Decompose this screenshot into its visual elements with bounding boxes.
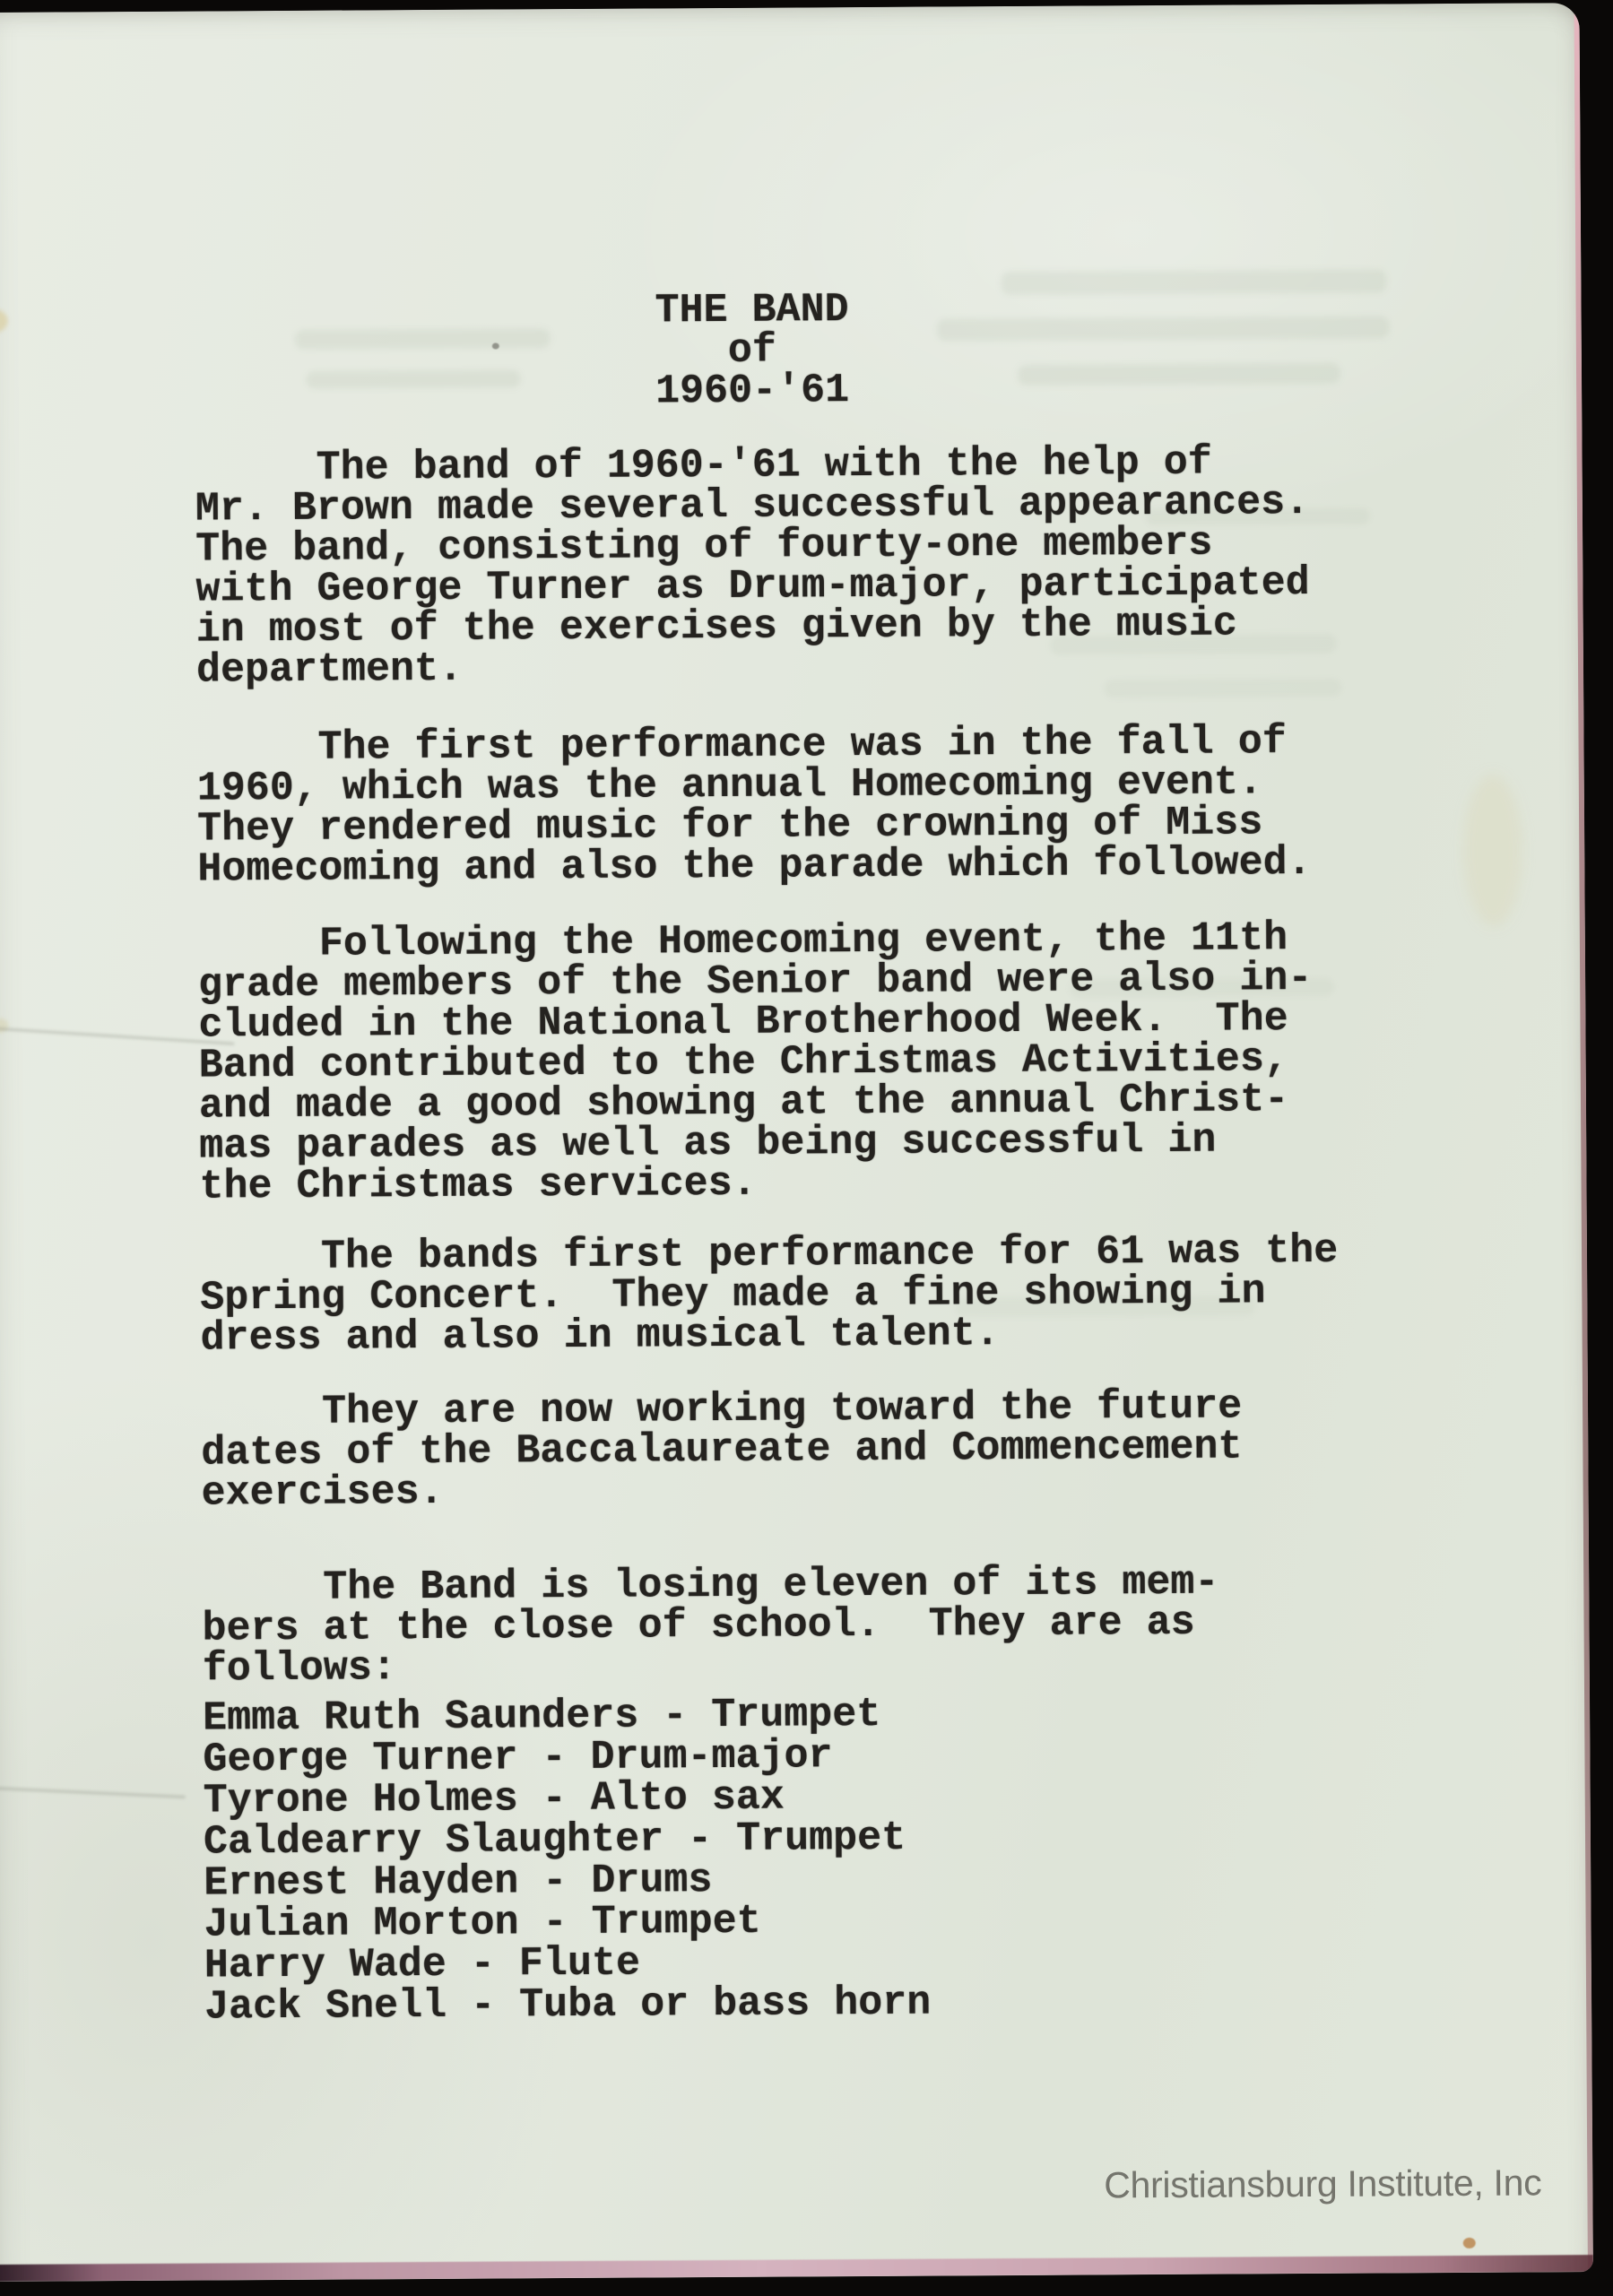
paragraph-future-dates: They are now working toward the future dates of the Baccalaureate and Commencement exercises. xyxy=(200,1383,1243,1517)
paper-crease xyxy=(0,1786,186,1798)
roster-item: Caldearry Slaughter - Trumpet xyxy=(203,1815,906,1866)
paragraph-spring-concert: The bands first performance for 61 was the Spring Concert. They made a fine showing in dress and also in musical talent. xyxy=(199,1227,1339,1362)
paper-stain xyxy=(1463,2238,1476,2248)
roster-item: Emma Ruth Saunders - Trumpet xyxy=(203,1691,881,1742)
roster-item: Julian Morton - Trumpet xyxy=(204,1898,761,1948)
paragraph-losing-members: The Band is losing eleven of its mem- bers at the close of school. They are as follows: xyxy=(202,1559,1219,1693)
band-departures-list xyxy=(203,1691,932,2031)
paragraph-band-overview: The band of 1960-'61 with the help of Mr. Brown made several successful appearances. The band, consisting of fourty-one members with George Turner as Drum-major, participated in most of the exercises given by the music department. xyxy=(195,439,1310,694)
paragraph-homecoming-christmas: Following the Homecoming event, the 11th grade members of the Senior band were also in- cluded in the National Brotherhood Week. The Band contributed to the Christmas Activities, and made a good showing at the annual Christ- mas parades as well as being successful in the Christmas services. xyxy=(197,915,1313,1210)
document-page xyxy=(0,3,1593,2282)
roster-item: Jack Snell - Tuba or bass horn xyxy=(204,1980,932,2031)
roster-item: Ernest Hayden - Drums xyxy=(204,1858,713,1907)
roster-item: Tyrone Holmes - Alto sax xyxy=(203,1774,785,1824)
paper-stain xyxy=(1463,775,1523,927)
roster-item: Harry Wade - Flute xyxy=(204,1940,641,1989)
roster-item: George Turner - Drum-major xyxy=(203,1733,833,1783)
bleedthrough-smudge xyxy=(1001,269,1386,295)
paper-stain xyxy=(0,308,8,334)
document-title: THE BAND of 1960-'61 xyxy=(655,287,850,415)
paragraph-first-performance: The first performance was in the fall of 1960, which was the annual Homecoming event. They rendered music for the crowning of Miss Homecoming and also the parade which followed. xyxy=(196,719,1312,893)
bleedthrough-smudge xyxy=(1018,363,1340,386)
archive-watermark: Christiansburg Institute, Inc xyxy=(1104,2162,1542,2206)
